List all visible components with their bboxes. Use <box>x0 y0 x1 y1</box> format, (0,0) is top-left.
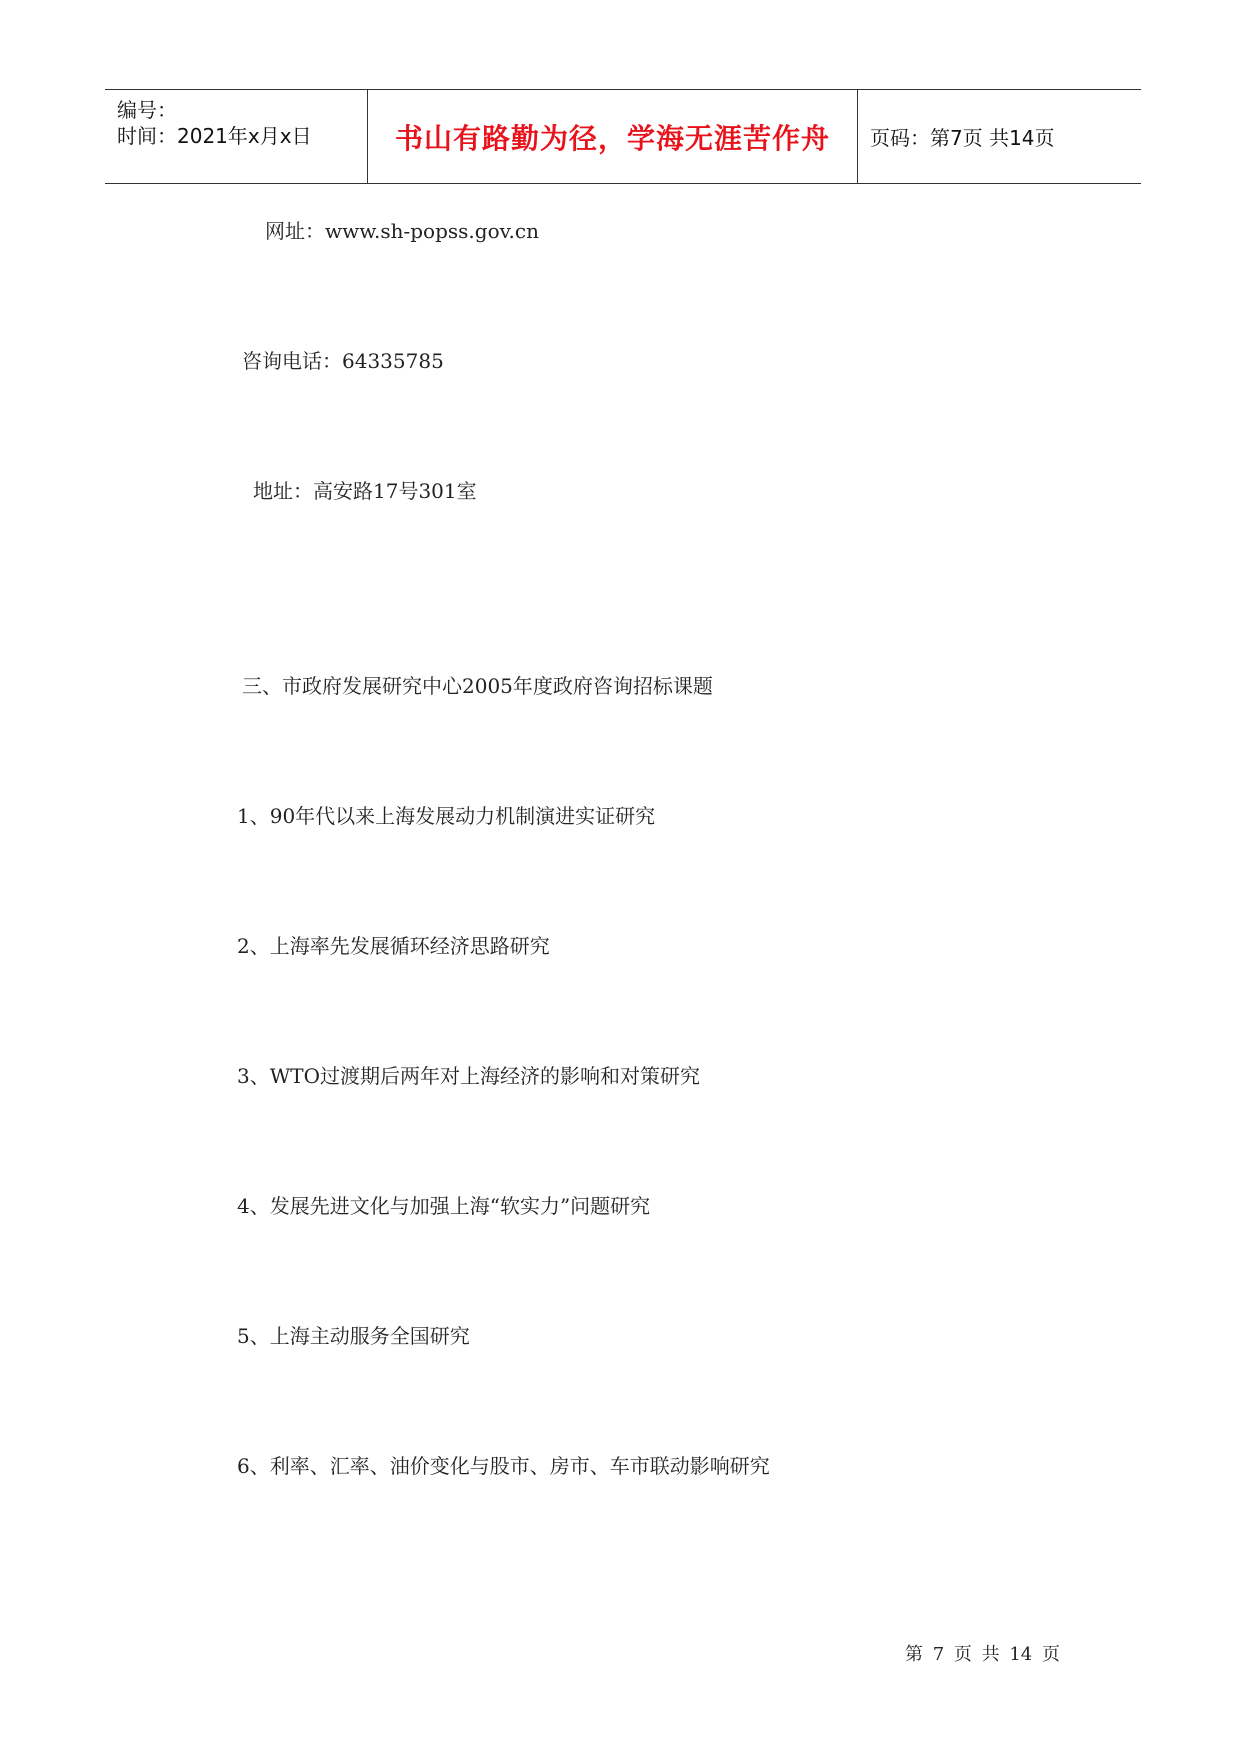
list-item: 3、WTO过渡期后两年对上海经济的影响和对策研究 <box>237 1064 701 1088</box>
section-heading: 三、市政府发展研究中心2005年度政府咨询招标课题 <box>242 674 713 698</box>
list-item: 4、发展先进文化与加强上海“软实力”问题研究 <box>237 1194 651 1218</box>
contact-website: 网址：www.sh-popss.gov.cn <box>265 219 539 243</box>
header-motto: 书山有路勤为径，学海无涯苦作舟 <box>394 121 830 155</box>
list-item: 1、90年代以来上海发展动力机制演进实证研究 <box>237 804 656 828</box>
contact-address: 地址：高安路17号301室 <box>253 479 477 503</box>
list-item: 5、上海主动服务全国研究 <box>237 1324 470 1348</box>
doc-time-label: 时间：2021年x月x日 <box>117 124 312 148</box>
header-page-cell <box>858 90 1141 183</box>
header-motto-cell <box>368 90 858 183</box>
header-meta-cell <box>105 90 368 183</box>
header-page-label: 页码：第7页 共14页 <box>870 126 1055 150</box>
list-item: 6、利率、汇率、油价变化与股市、房市、车市联动影响研究 <box>237 1454 770 1478</box>
doc-number-label: 编号： <box>117 98 177 122</box>
page-header <box>105 89 1141 184</box>
page-footer: 第 7 页 共 14 页 <box>905 1644 1060 1665</box>
list-item: 2、上海率先发展循环经济思路研究 <box>237 934 550 958</box>
contact-phone: 咨询电话：64335785 <box>242 349 444 373</box>
